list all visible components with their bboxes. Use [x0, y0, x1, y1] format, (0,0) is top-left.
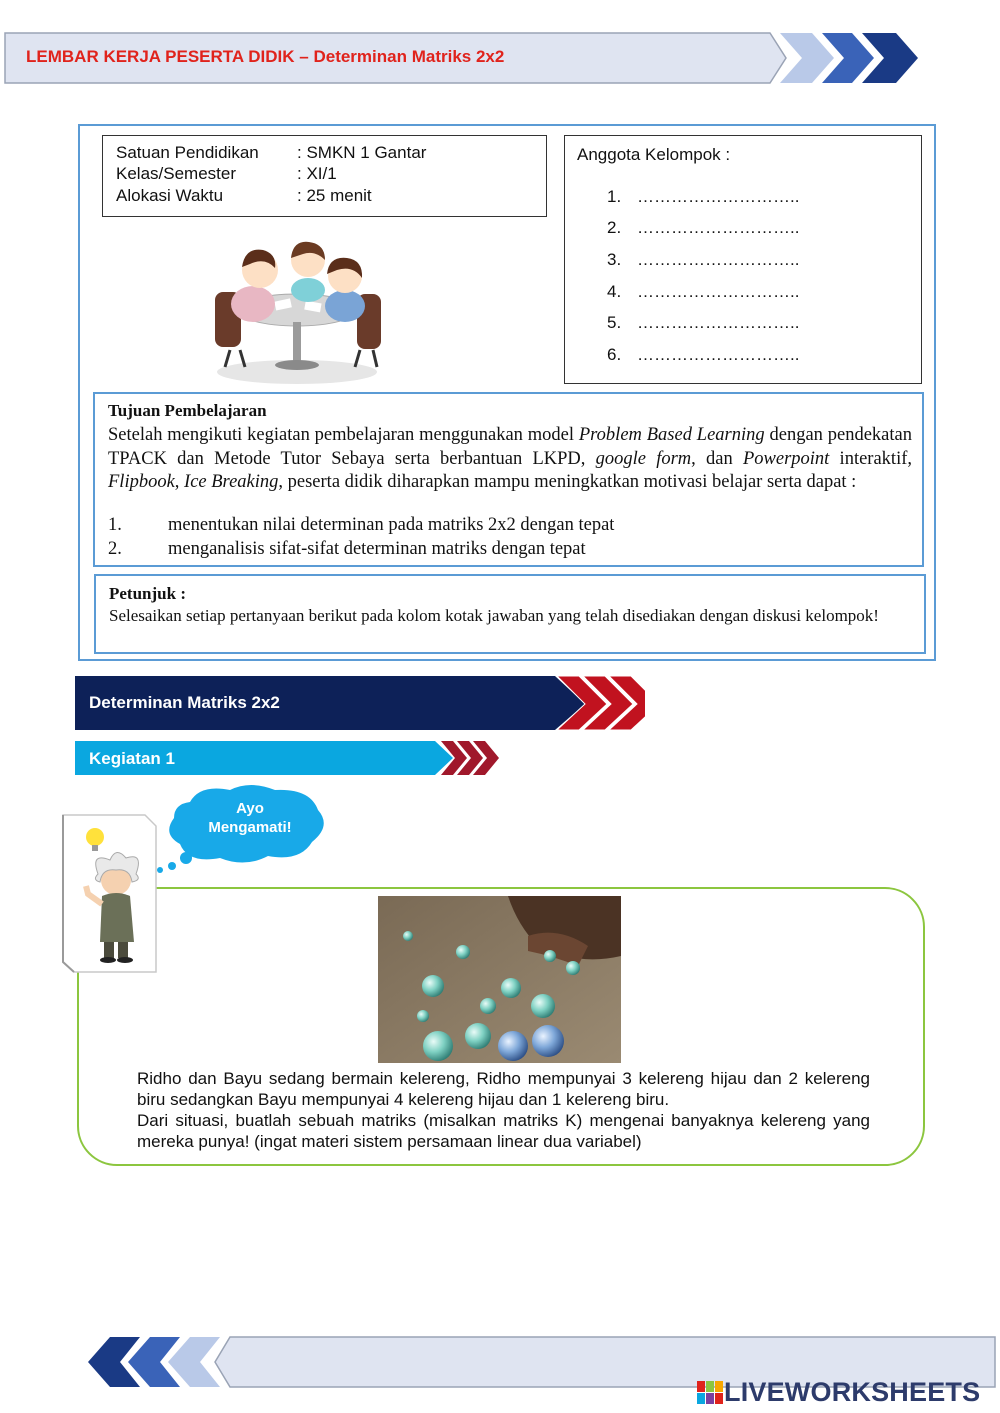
activity-paragraph: Dari situasi, buatlah sebuah matriks (misalkan matriks K) mengenai banyaknya kelereng yang mereka punya! (ingat materi sistem persamaan linear dua variabel): [137, 1111, 870, 1151]
member-blank[interactable]: ………………………..: [637, 313, 800, 332]
identity-value: : XI/1: [297, 164, 337, 183]
identity-label: Satuan Pendidikan: [116, 143, 259, 162]
identity-label: Kelas/Semester: [116, 164, 236, 183]
member-blank[interactable]: ………………………..: [637, 282, 800, 301]
member-row: [607, 282, 799, 302]
member-number: 2.: [607, 218, 622, 237]
member-number: 4.: [607, 282, 622, 301]
activity-text: [137, 1068, 870, 1152]
member-number: 1.: [607, 187, 622, 206]
instructions-heading: Petunjuk :: [109, 584, 186, 603]
member-number: 3.: [607, 250, 622, 269]
member-row: [607, 345, 799, 365]
member-blank[interactable]: ………………………..: [637, 250, 800, 269]
group-members-box: [564, 135, 922, 384]
member-number: 5.: [607, 313, 622, 332]
liveworksheets-logo-icon: [697, 1381, 723, 1405]
member-row: [607, 187, 799, 207]
activity-title: Kegiatan 1: [89, 749, 175, 768]
chevron-icon: [780, 33, 834, 83]
activity-paragraph: Ridho dan Bayu sedang bermain kelereng, Ridho mempunyai 3 kelereng hijau dan 2 kelereng biru sedangkan Bayu mempunyai 4 kelereng hijau dan 1 kelereng biru.: [137, 1069, 870, 1109]
goal-item: 1. menentukan nilai determinan pada matriks 2x2 dengan tepat: [108, 515, 615, 535]
chevron-left-icon: [168, 1337, 220, 1387]
instructions-box: [94, 574, 926, 654]
marbles-photo: [378, 896, 621, 1063]
member-blank[interactable]: ………………………..: [637, 218, 800, 237]
member-row: [607, 218, 799, 238]
identity-value: : SMKN 1 Gantar: [297, 143, 427, 162]
page-title: LEMBAR KERJA PESERTA DIDIK – Determinan Matriks 2x2: [26, 47, 505, 66]
member-blank[interactable]: ………………………..: [637, 345, 800, 364]
goals-paragraph: Setelah mengikuti kegiatan pembelajaran menggunakan model Problem Based Learning dengan pendekatan TPACK dan Metode Tutor Sebaya serta berbantuan LKPD, google form, dan Powerpoint interaktif, Flipbook, Ice Breaking, peserta didik diharapkan mampu meningkatkan motivasi belajar serta dapat :: [108, 425, 912, 492]
footer-brand: LIVEWORKSHEETS: [724, 1377, 981, 1407]
identity-value: : 25 menit: [297, 186, 372, 205]
bubble-text: Ayo Mengamati!: [208, 800, 292, 836]
member-number: 6.: [607, 345, 622, 364]
group-discussion-illustration: [205, 232, 390, 387]
identity-box: [102, 135, 547, 217]
goal-item: 2. menganalisis sifat-sifat determinan matriks dengan tepat: [108, 539, 586, 559]
member-row: [607, 250, 799, 270]
group-title: Anggota Kelompok :: [577, 145, 731, 164]
goals-heading: Tujuan Pembelajaran: [108, 401, 267, 420]
identity-label: Alokasi Waktu: [116, 186, 224, 205]
lightbulb-icon: [86, 828, 104, 846]
professor-illustration: [60, 812, 160, 978]
learning-goals-box: [93, 392, 924, 567]
instructions-text: Selesaikan setiap pertanyaan berikut pada kolom kotak jawaban yang telah disediakan dengan diskusi kelompok!: [109, 606, 879, 625]
member-row: [607, 313, 799, 333]
member-blank[interactable]: ………………………..: [637, 187, 800, 206]
section-title: Determinan Matriks 2x2: [89, 693, 280, 712]
